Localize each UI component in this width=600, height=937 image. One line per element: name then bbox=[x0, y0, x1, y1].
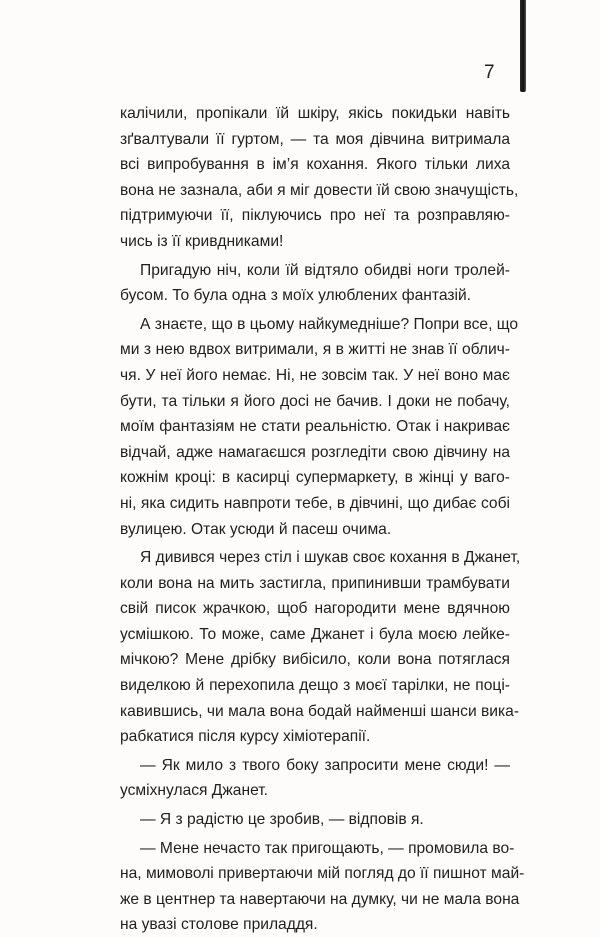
text-line: Я дивився через стіл і шукав своє кохання в Джанет, bbox=[140, 549, 521, 567]
text-line: А знаєте, що в цьому найкумедніше? Попри все, що bbox=[140, 315, 519, 333]
text-line: кавившись, чи мала вона бодай найменші шанси вика- bbox=[120, 702, 520, 720]
dialogue-paragraph bbox=[120, 807, 510, 833]
text-line: бути, та тільки я його досі не бачив. І доки не побачу, bbox=[120, 392, 510, 410]
text-line: кожнім кроці: в касирці супермаркету, в жінці у ваго- bbox=[120, 469, 510, 487]
text-line: усміхнулася Джанет. bbox=[120, 782, 268, 800]
text-line: — Як мило з твого боку запросити мене сюди! — bbox=[140, 756, 510, 774]
dialogue-paragraph bbox=[120, 753, 510, 804]
text-line: вулицею. Отак усюди й пасеш очима. bbox=[120, 520, 392, 538]
paragraph bbox=[120, 545, 521, 750]
text-line: усмішкою. То може, саме Джанет і була моєю лейке- bbox=[120, 625, 510, 643]
text-line: на увазі столове приладдя. bbox=[120, 916, 318, 934]
text-line: вона не зазнала, аби я міг довести їй свою значущість, bbox=[120, 181, 519, 199]
paragraph bbox=[120, 312, 519, 542]
text-line: Пригадую ніч, коли їй відтяло обидві ноги тролей- bbox=[140, 261, 510, 279]
text-line: калічили, пропікали їй шкіру, якісь покидьки навіть bbox=[120, 105, 510, 122]
text-line: свій писок жрачкою, щоб нагородити мене вдячною bbox=[120, 600, 510, 618]
text-line: — Мене нечасто так пригощають, — промовила во- bbox=[140, 839, 515, 857]
text-line: — Я з радістю це зробив, — відповів я. bbox=[140, 811, 424, 829]
text-line: чись із її кривдниками! bbox=[120, 232, 284, 250]
text-line: рабкатися після курсу хіміотерапії. bbox=[120, 728, 371, 746]
text-line: бусом. То була одна з моїх улюблених фантазій. bbox=[120, 287, 472, 305]
text-line: же в центнер та навертаючи на думку, чи не мала вона bbox=[120, 890, 520, 908]
text-line: зґвалтували її гуртом, — та моя дівчина витримала bbox=[120, 130, 510, 148]
body-text bbox=[120, 101, 525, 937]
text-line: чя. У неї його немає. Ні, не зовсім так. У неї воно має bbox=[120, 366, 510, 384]
text-line: виделкою й перехопила дещо з моєї тарілки, не поці- bbox=[120, 677, 510, 695]
text-line: ми з нею вдвох витримали, я в житті не знав її облич- bbox=[120, 341, 510, 359]
text-line: моїм фантазіям не стати реальністю. Отак і накриває bbox=[120, 418, 510, 436]
text-line: ні, яка сидить навпроти тебе, в дівчині, що дибає собі bbox=[120, 494, 510, 512]
text-line: мічкою? Мене дрібку вибісило, коли вона потяглася bbox=[120, 651, 510, 669]
text-line: коли вона на мить застигла, припинивши трамбувати bbox=[120, 574, 510, 592]
page-edge-mark bbox=[520, 0, 526, 92]
dialogue-paragraph bbox=[120, 836, 525, 937]
text-line: всі випробування в ім’я кохання. Якого тільки лиха bbox=[120, 156, 510, 174]
page-number: 7 bbox=[484, 62, 495, 83]
paragraph bbox=[120, 258, 510, 309]
paragraph bbox=[120, 101, 519, 255]
text-line: підтримуючи її, піклуючись про неї та розправляю- bbox=[120, 207, 510, 225]
text-line: на, мимоволі привертаючи мій погляд до її пишнот май- bbox=[120, 865, 525, 883]
text-line: відчай, адже намагаєшся розгледіти свою дівчину на bbox=[120, 443, 510, 461]
